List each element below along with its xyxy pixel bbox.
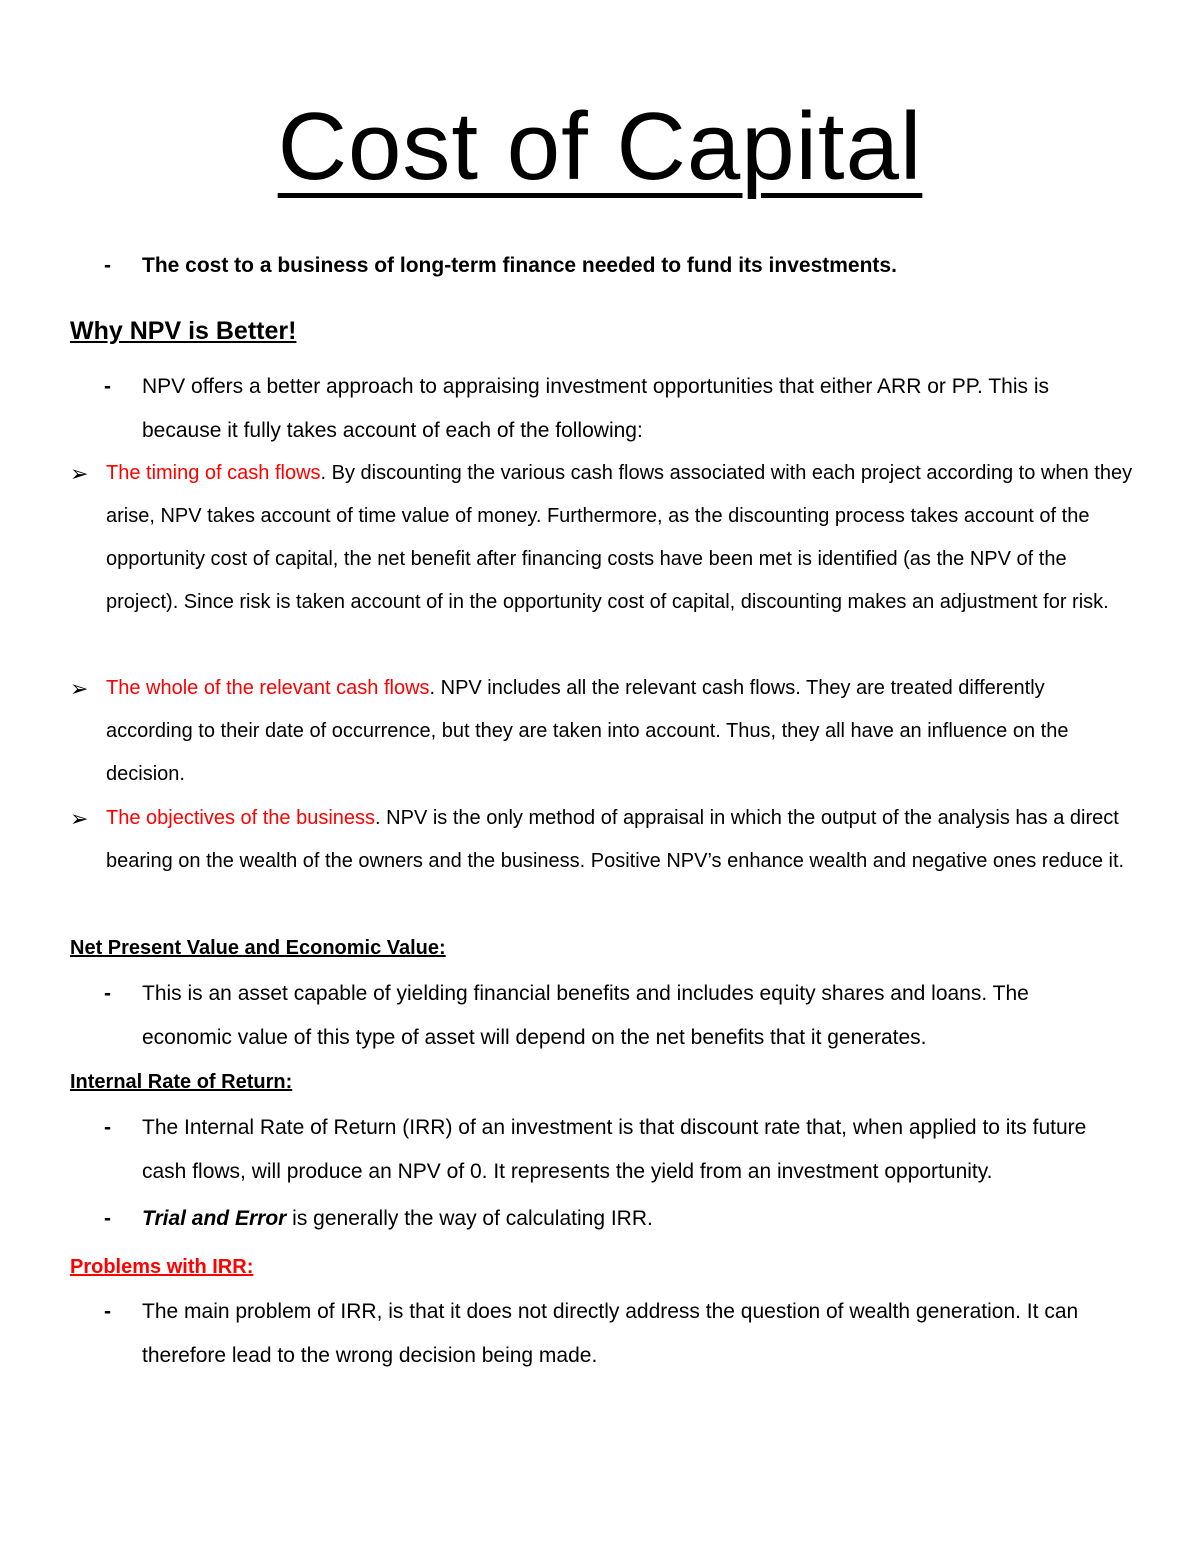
irr-definition-text: The Internal Rate of Return (IRR) of an investment is that discount rate that, when applied to its future cash flows, will produce an NPV of 0. It represents the yield from an investment opportunity. [142,1116,1087,1183]
dash-bullet: - [104,982,111,1005]
definition-item [104,244,1104,288]
point-text: . NPV is the only method of appraisal in which the output of the analysis has a direct bearing on the wealth of the owners and the business. Positive NPV’s enhance wealth and negative ones reduce it. [106,807,1125,872]
irr-item-trial-error [104,1197,1104,1241]
page-title: Cost of Capital [277,93,923,200]
irr-problems-text: The main problem of IRR, is that it does not directly address the question of wealth generation. It can therefore lead to the wrong decision being made. [142,1300,1079,1367]
dash-bullet: - [104,375,111,398]
npv-point-timing [70,452,1135,624]
npv-economic-item [104,972,1104,1059]
dash-bullet: - [104,1207,111,1230]
npv-economic-heading: Net Present Value and Economic Value: [70,937,446,959]
irr-heading: Internal Rate of Return: [70,1071,293,1093]
point-label: The timing of cash flows [106,462,321,484]
dash-bullet: - [104,1116,111,1139]
dash-bullet: - [104,254,111,277]
irr-item-definition [104,1106,1104,1193]
irr-problems-item [104,1290,1104,1377]
point-text: . By discounting the various cash flows associated with each project according to when they arise, NPV takes account of time value of money. Furthermore, as the discounting process takes account of the opportunity cost of capital, the net benefit after financing costs have been met is identified (as the NPV of the project). Since risk is taken account of in the opportunity cost of capital, discounting makes an adjustment for risk. [106,462,1133,613]
arrow-bullet-icon: ➢ [70,461,89,486]
arrow-bullet-icon: ➢ [70,676,89,701]
irr-problems-heading: Problems with IRR: [70,1256,254,1278]
npv-economic-text: This is an asset capable of yielding financial benefits and includes equity shares and loans. The economic value of this type of asset will depend on the net benefits that it generates. [142,982,1029,1049]
npv-point-objectives [70,797,1135,883]
why-npv-heading: Why NPV is Better! [70,317,297,345]
why-npv-intro [104,365,1104,452]
npv-point-whole-cash-flows [70,667,1135,796]
trial-and-error-emphasis: Trial and Error [142,1207,287,1230]
dash-bullet: - [104,1300,111,1323]
point-label: The objectives of the business [106,807,376,829]
point-text: . NPV includes all the relevant cash flows. They are treated differently according to their date of occurrence, but they are taken into account. Thus, they all have an influence on the decision. [106,677,1069,785]
point-label: The whole of the relevant cash flows [106,677,430,699]
irr-trial-error-text: is generally the way of calculating IRR. [286,1207,653,1230]
definition-text: The cost to a business of long-term finance needed to fund its investments. [142,254,897,277]
why-npv-intro-text: NPV offers a better approach to appraising investment opportunities that either ARR or PP. This is because it fully takes account of each of the following: [142,375,1049,442]
arrow-bullet-icon: ➢ [70,806,89,831]
